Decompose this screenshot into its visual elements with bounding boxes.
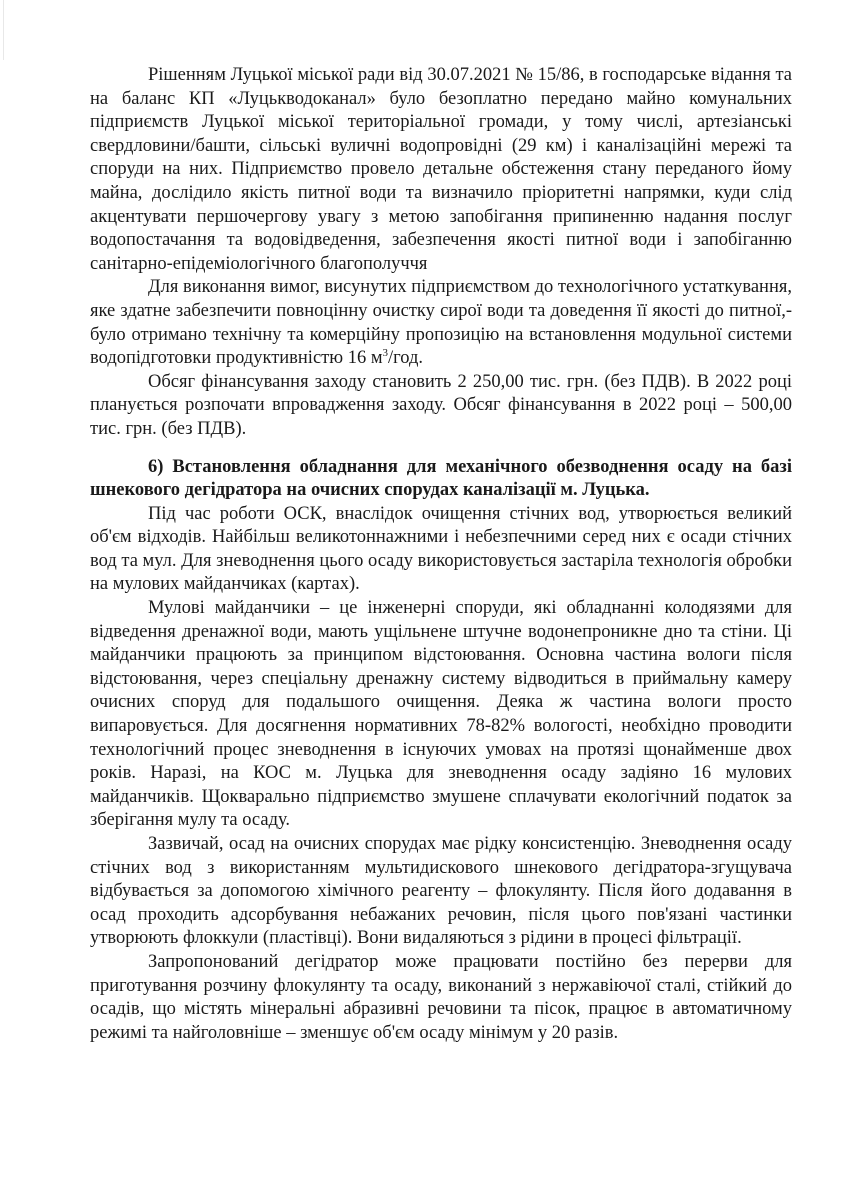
paragraph-water-treatment-proposal [90, 276, 792, 370]
paragraph-dehydrator-benefits: Запропонований дегідратор може працювати постійно без перерви для приготування розчину флокулянту та осаду, виконаний з нержавіючої сталі, стійкий до осадів, що містять мінеральні абразивні речовини та пісок, працює в автоматичному режимі та найголовніше – зменшує об'єм осаду мінімум у 20 разів. [90, 951, 792, 1043]
paragraph-waste-volume: Під час роботи ОСК, внаслідок очищення стічних вод, утворюється великий об'єм відходів. Найбільш великотоннажними і небезпечними серед них є осади стічних вод та мул. Для зневоднення цього осаду використовується застаріла технологія обробки на мулових майданчиках (картах). [90, 503, 792, 595]
document-body [90, 64, 792, 1045]
proposal-text: Для виконання вимог, висунутих підприємством до технологічного устаткування, яке здатне забезпечити повноцінну очистку сирої води та доведення її якості до питної,- було отримано технічну та комерційну пропозицію на встановлення модульної системи водопідготовки продуктивністю 16 м [90, 277, 792, 369]
paragraph-sludge-beds: Мулові майданчики – це інженерні споруди, які обладнанні колодязями для відведення дренажної води, мають ущільнене штучне водонепроникне дно та стіни. Ці майданчики працюють за принципом відстоювання. Основна частина вологи після відстоювання, через спеціальну дренажну систему відводиться в приймальну камеру очисних споруд для подальшого очищення. Деяка ж частина вологи просто випаровується. Для досягнення нормативних 78-82% вологості, необхідно проводити технологічний процес зневоднення в існуючих умовах на протязі щонайменше двох років. Наразі, на КОС м. Луцька для зневоднення осаду задіяно 16 мулових майданчиків. Щокварально підприємство змушене сплачувати екологічний податок за зберігання мулу та осаду. [90, 598, 792, 831]
section-heading-dewatering: 6) Встановлення обладнання для механічного обезводнення осаду на базі шнекового дегідратора на очисних спорудах каналізації м. Луцька. [90, 456, 792, 501]
paragraph-transfer-decision: Рішенням Луцької міської ради від 30.07.2021 № 15/86, в господарське відання та на баланс КП «Луцькводоканал» було безоплатно передано майно комунальних підприємств Луцької міської територіальної громади, у тому числі, артезіанські свердловини/башти, сільські вуличні водопровідні (29 км) і каналізаційні мережі та споруди на них. Підприємство провело детальне обстеження стану переданого йому майна, дослідило якість питної води та визначило пріоритетні напрямки, куди слід акцентувати першочергову увагу з метою запобігання припиненню надання послуг водопостачання та водовідведення, забезпечення якості питної води і запобіганню санітарно-епідеміологічного благополуччя [90, 65, 792, 274]
cubic-superscript: 3 [382, 346, 389, 359]
paragraph-financing: Обсяг фінансування заходу становить 2 250,00 тис. грн. (без ПДВ). В 2022 році планується розпочати впровадження заходу. Обсяг фінансування в 2022 році – 500,00 тис. грн. (без ПДВ). [90, 371, 792, 439]
paragraph-flocculant-process: Зазвичай, осад на очисних спорудах має рідку консистенцію. Зневоднення осаду стічних вод з використанням мультидискового шнекового дегідратора-згущувача відбувається за допомогою хімічного реагенту – флокулянту. Після його додавання в осад проходить адсорбування небажаних речовин, після цього пов'язані частинки утворюють флоккули (пластівці). Вони видаляються з рідини в процесі фільтрації. [90, 834, 792, 949]
proposal-unit-suffix: /год. [388, 348, 424, 369]
scan-edge-mark [3, 0, 4, 60]
